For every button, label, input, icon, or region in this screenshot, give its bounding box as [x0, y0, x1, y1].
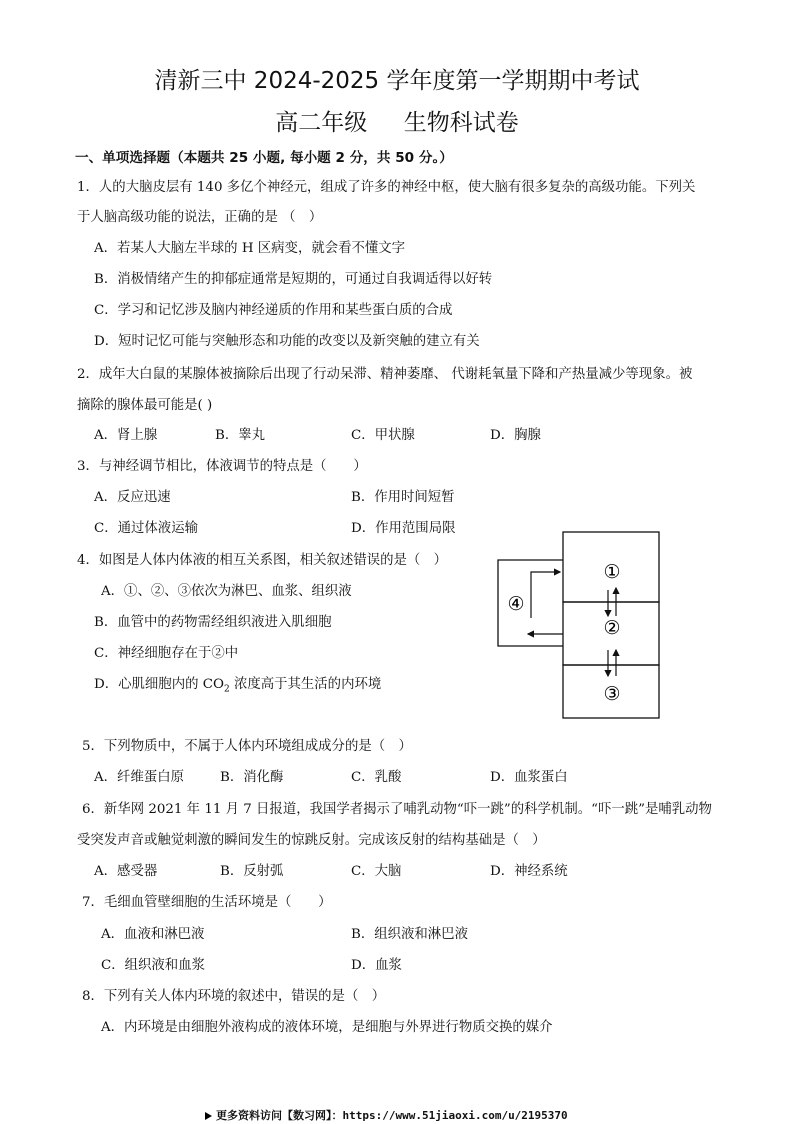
- q8-stem: 8．下列有关人体内环境的叙述中，错误的是（ ）: [82, 989, 386, 1004]
- q1-option-b: B．消极情绪产生的抑郁症通常是短期的，可通过自我调适得以好转: [94, 272, 493, 287]
- q6-option-c: C．大脑: [351, 864, 402, 879]
- q3-option-b: B．作用时间短暂: [351, 490, 455, 505]
- q7-option-b: B．组织液和淋巴液: [351, 927, 468, 942]
- footer-link[interactable]: [205, 1107, 568, 1123]
- q4-option-d: [94, 677, 381, 698]
- q5-stem: 5．下列物质中，不属于人体内环境组成成分的是（ ）: [82, 739, 412, 754]
- q6-option-d: D．神经系统: [490, 864, 568, 879]
- q4-option-d-pre: D．心肌细胞内的 CO: [94, 677, 224, 692]
- q7-option-c: C．组织液和血浆: [101, 958, 205, 973]
- q5-option-d: D．血浆蛋白: [490, 770, 568, 785]
- q6-stem-line2: 受突发声音或触觉刺激的瞬间发生的惊跳反射。完成该反射的结构基础是（ ）: [77, 833, 546, 848]
- q6-stem-line1: 6．新华网 2021 年 11 月 7 日报道，我国学者揭示了哺乳动物“吓一跳”的科学机制。“吓一跳”是哺乳动物: [82, 802, 712, 817]
- q4-option-c: C．神经细胞存在于②中: [94, 646, 239, 661]
- arrow-4-to-1: [531, 572, 560, 618]
- label-4: ④: [507, 593, 525, 615]
- q6-option-a: A．感受器: [94, 864, 158, 879]
- q2-option-a: A．肾上腺: [94, 428, 158, 443]
- q1-option-c: C．学习和记忆涉及脑内神经递质的作用和某些蛋白质的合成: [94, 303, 453, 318]
- body-fluid-diagram: [496, 530, 662, 720]
- label-2: ②: [603, 617, 621, 639]
- q4-option-d-subscript: 2: [223, 684, 230, 695]
- q8-option-a: A．内环境是由细胞外液构成的液体环境，是细胞与外界进行物质交换的媒介: [101, 1020, 553, 1035]
- label-1: ①: [603, 561, 621, 583]
- flag-icon: [205, 1112, 212, 1120]
- section-heading: 一、单项选择题（本题共 25 小题, 每小题 2 分，共 50 分。）: [75, 150, 453, 166]
- page-title-line1: 清新三中 2024-2025 学年度第一学期期中考试: [154, 68, 640, 94]
- footer-text: 更多资料访问【数习网】：https://www.51jiaoxi.com/u/2195370: [216, 1109, 568, 1122]
- q7-option-a: A．血液和淋巴液: [101, 927, 205, 942]
- q5-option-a: A．纤维蛋白原: [94, 770, 185, 785]
- q1-stem-line2: 于人脑高级功能的说法，正确的是 （ ）: [77, 210, 323, 225]
- q3-option-d: D．作用范围局限: [351, 521, 456, 536]
- label-3: ③: [603, 683, 621, 705]
- q5-option-b: B．消化酶: [220, 770, 284, 785]
- q3-option-c: C．通过体液运输: [94, 521, 198, 536]
- q2-stem-line1: 2．成年大白鼠的某腺体被摘除后出现了行动呆滞、精神萎靡、 代谢耗氧量下降和产热量减少等现象。被: [77, 367, 693, 382]
- q2-stem-line2: 摘除的腺体最可能是( ): [77, 398, 213, 413]
- q5-option-c: C．乳酸: [351, 770, 402, 785]
- q2-option-c: C．甲状腺: [351, 428, 415, 443]
- q4-option-a: A．①、②、③依次为淋巴、血浆、组织液: [101, 584, 352, 599]
- q4-option-b: B．血管中的药物需经组织液进入肌细胞: [94, 615, 332, 630]
- q6-option-b: B．反射弧: [220, 864, 284, 879]
- q1-stem-line1: 1．人的大脑皮层有 140 多亿个神经元，组成了许多的神经中枢，使大脑有很多复杂的高级功能。下列关: [77, 180, 696, 195]
- q7-option-d: D．血浆: [351, 958, 402, 973]
- q1-option-a: A．若某人大脑左半球的 H 区病变，就会看不懂文字: [94, 241, 406, 256]
- q3-option-a: A．反应迅速: [94, 490, 171, 505]
- q4-option-d-post: 浓度高于其生活的内环境: [229, 677, 382, 692]
- q7-stem: 7．毛细血管壁细胞的生活环境是（ ）: [82, 895, 332, 910]
- q2-option-b: B．睾丸: [215, 428, 266, 443]
- q1-option-d: D．短时记忆可能与突触形态和功能的改变以及新突触的建立有关: [94, 334, 480, 349]
- page-title-line2: 高二年级 生物科试卷: [275, 110, 519, 136]
- q3-stem: 3．与神经调节相比，体液调节的特点是（ ）: [77, 459, 367, 474]
- q4-stem: 4．如图是人体内体液的相互关系图，相关叙述错误的是（ ）: [77, 553, 448, 568]
- q2-option-d: D．胸腺: [490, 428, 541, 443]
